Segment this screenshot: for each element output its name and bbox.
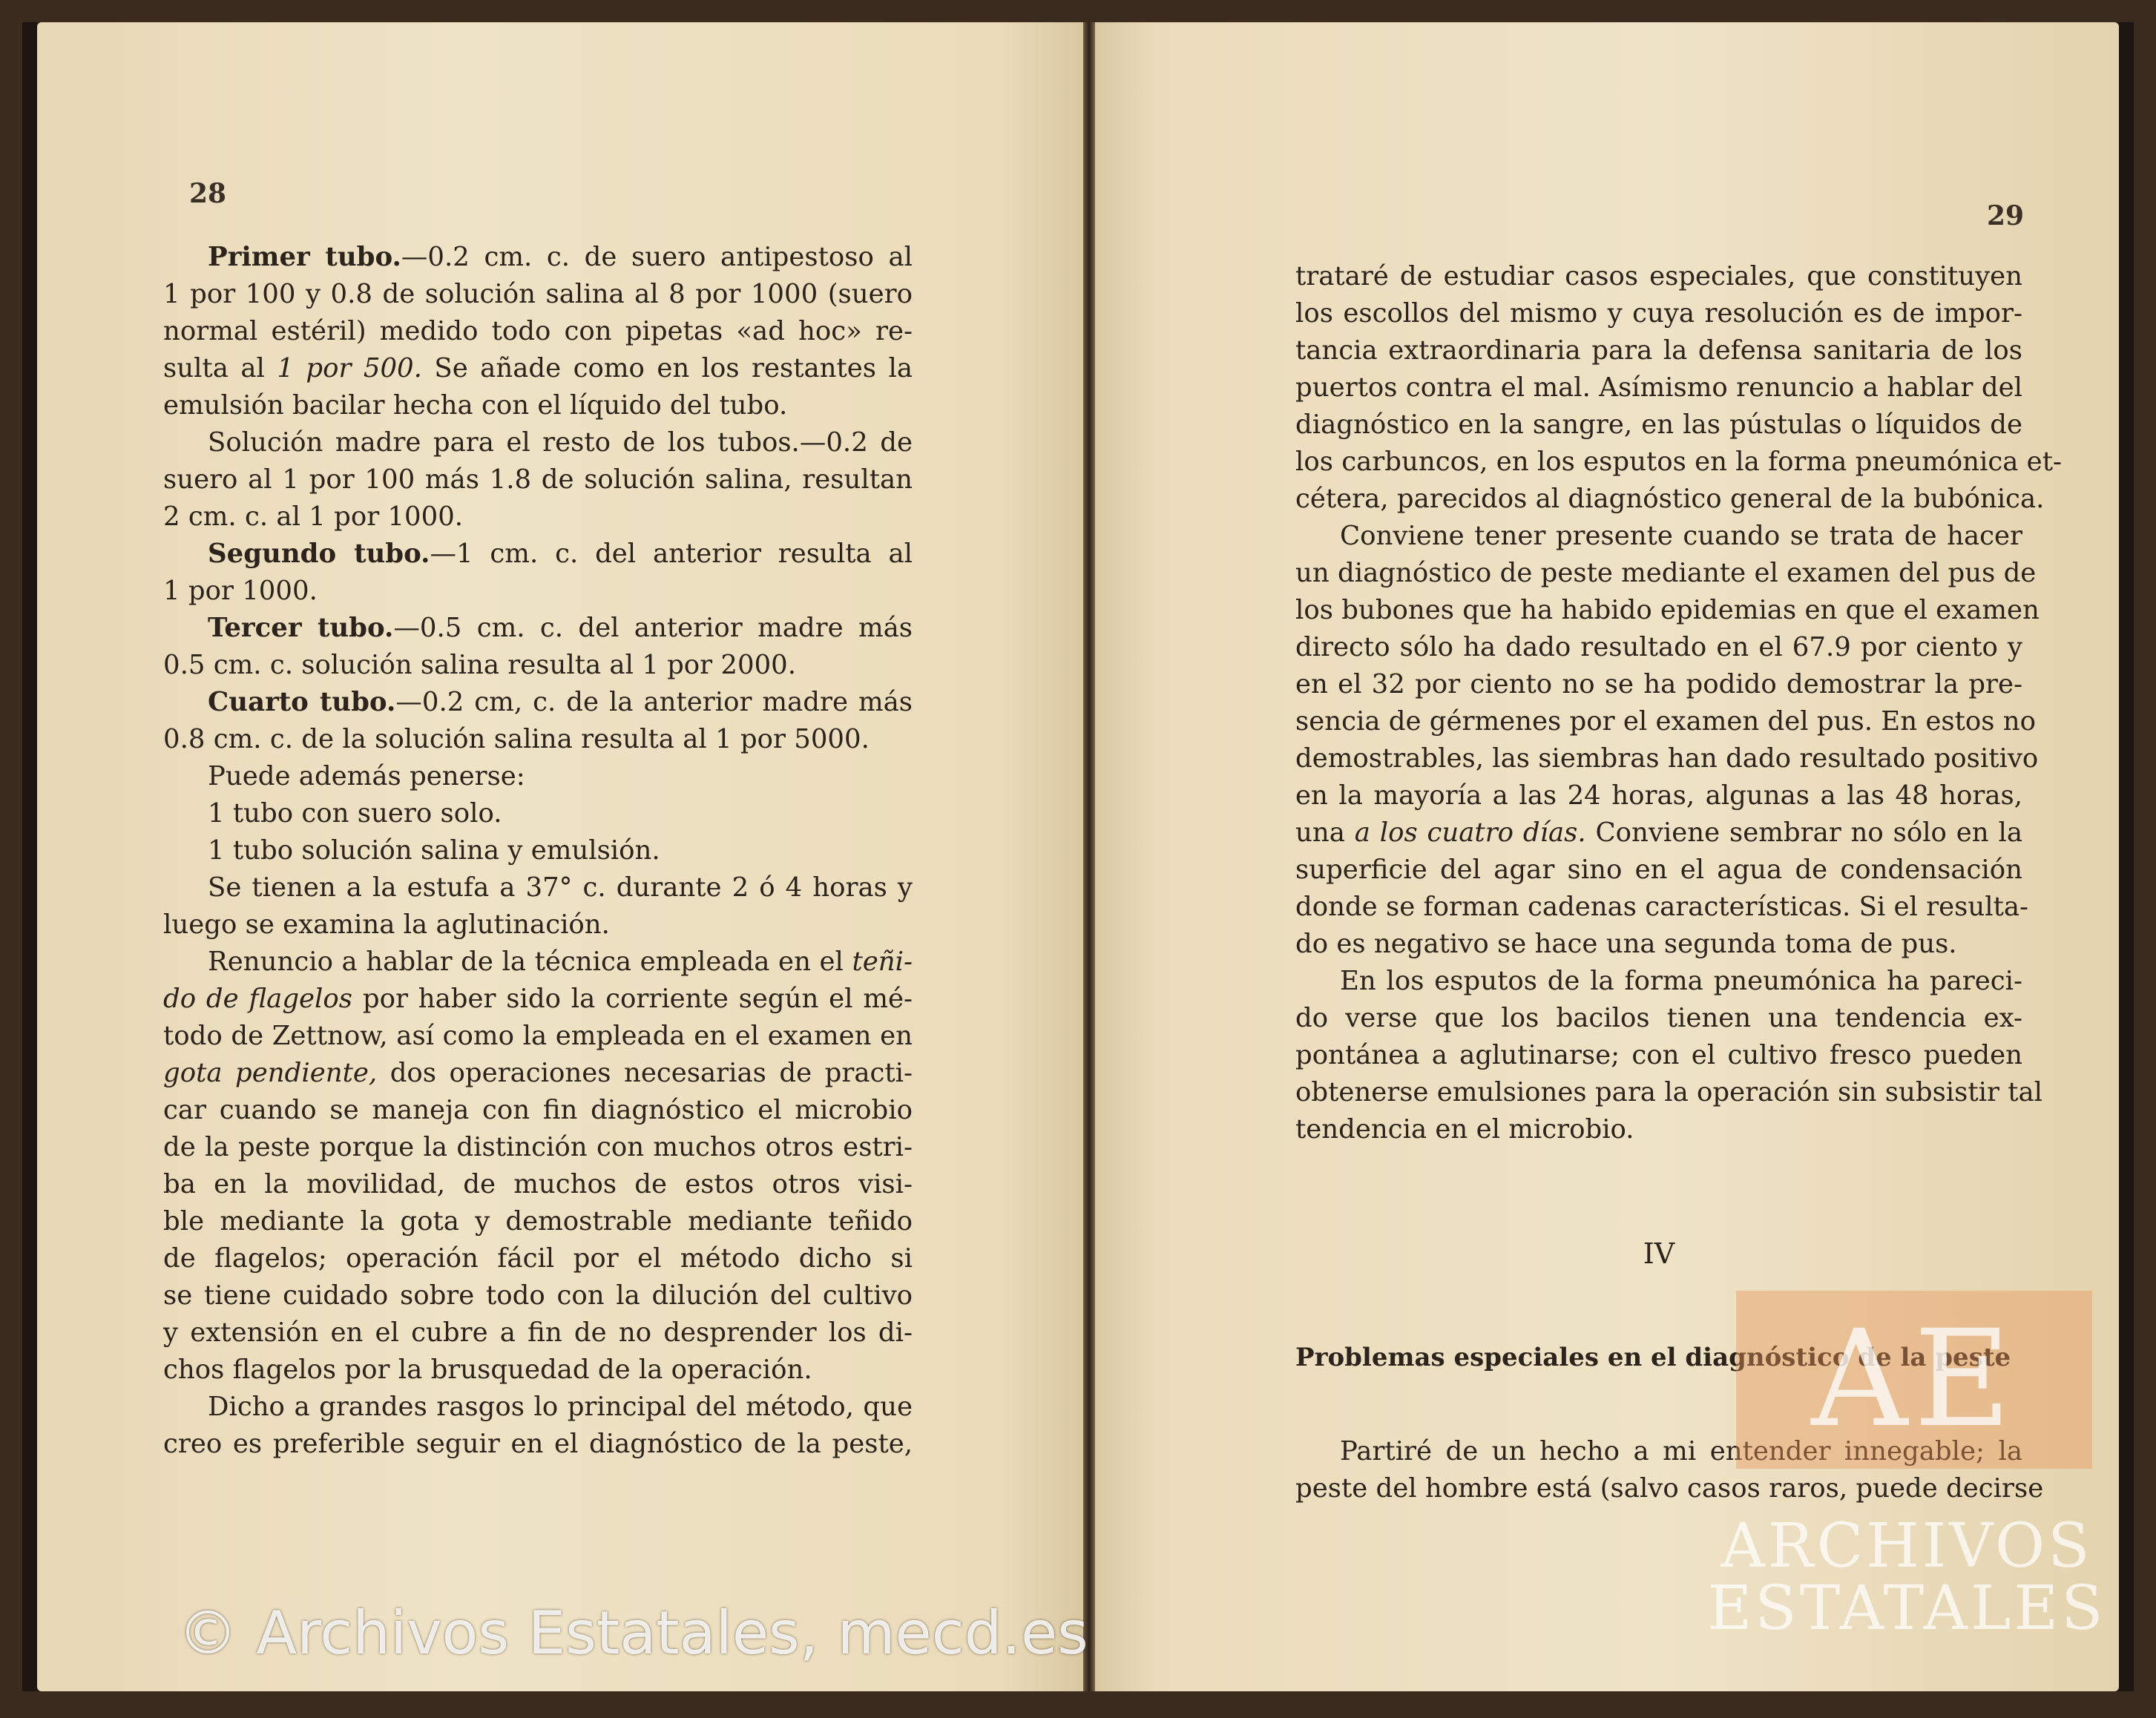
text-line [163,944,913,981]
text-run: —0.2 cm. c. de suero antipestoso al [401,242,913,272]
text-run: en la mayoría a las 24 horas, algunas a las 48 horas, [1295,780,2022,811]
chapter-numeral: IV [1643,1237,1675,1270]
bold-run: Primer tubo. [208,242,401,272]
text-line [163,1389,913,1426]
text-line [163,1203,913,1240]
text-line [163,239,913,276]
book-gutter [1083,22,1095,1691]
text-run: 1 tubo con suero solo. [208,798,502,829]
text-run: sencia de gérmenes por el examen del pus. En estos no [1295,706,2036,737]
text-run: do es negativo se hace una segunda toma de pus. [1295,929,1957,959]
text-line [163,1314,913,1352]
text-line [1295,777,2022,814]
text-line [1295,963,2022,1000]
text-run: Conviene tener presente cuando se trata de hacer [1340,521,2022,551]
text-line [1295,1000,2022,1037]
text-line [1295,666,2022,703]
text-line [163,721,913,758]
text-run: peste del hombre está (salvo casos raros, puede decirse [1295,1473,2044,1504]
text-line [1295,703,2036,740]
text-line [163,536,913,573]
text-line [1295,444,2062,481]
text-line [1295,407,2022,444]
text-run: diagnóstico en la sangre, en las pústulas o líquidos de [1295,409,2022,440]
text-run: luego se examina la aglutinación. [163,909,610,940]
bold-run: Tercer tubo. [208,613,394,643]
italic-run: a los cuatro días. [1354,817,1586,848]
text-line [163,498,913,536]
italic-run: teñi- [852,947,913,977]
text-run: los escollos del mismo y cuya resolución es de impor- [1295,298,2022,329]
text-run: 1 tubo solución salina y emulsión. [208,835,660,866]
text-line [163,906,913,944]
text-line [163,1240,913,1277]
text-run: 2 cm. c. al 1 por 1000. [163,501,464,532]
text-run: puertos contra el mal. Asímismo renuncio a hablar del [1295,372,2022,403]
text-line [1295,369,2022,407]
text-line [1295,332,2022,369]
text-line [163,832,913,869]
text-run: suero al 1 por 100 más 1.8 de solución salina, resultan [163,464,913,495]
text-run: 0.8 cm. c. de la solución salina resulta al 1 por 5000. [163,724,870,754]
text-line [1295,1074,2043,1111]
text-run: de la peste porque la distinción con muchos otros estri- [163,1132,913,1162]
text-run: pontánea a aglutinarse; con el cultivo fresco pueden [1295,1040,2022,1070]
text-run: —0.2 cm, c. de la anterior madre más [395,687,913,717]
text-line [163,795,913,832]
text-run: ble mediante la gota y demostrable mediante teñido [163,1206,913,1237]
text-line [163,981,913,1018]
text-line [163,313,913,350]
bold-run: Cuarto tubo. [208,687,396,717]
text-run: tendencia en el microbio. [1295,1114,1634,1145]
text-line [1295,258,2022,295]
left-page-text [163,239,913,1463]
text-line [163,1277,913,1314]
logo-name-line-1: ARCHIVOS [1720,1511,2093,1582]
text-line [1295,295,2022,332]
text-line [1295,555,2037,592]
left-page [37,22,1083,1691]
text-run: todo de Zettnow, así como la empleada en el examen en [163,1021,913,1051]
text-line [1295,740,2039,777]
text-run: tancia extraordinaria para la defensa sanitaria de los [1295,335,2022,366]
text-run: ba en la movilidad, de muchos de estos otros visi- [163,1169,913,1199]
italic-run: 1 por 500. [277,353,422,384]
text-run: y extensión en el cubre a fin de no desprender los di- [163,1317,913,1348]
text-run: de flagelos; operación fácil por el método dicho si [163,1243,913,1274]
text-line [163,869,913,906]
text-line [1295,629,2022,666]
text-run: sulta al [163,353,277,384]
archivos-estatales-logo [1699,1246,2114,1662]
text-run: chos flagelos por la brusquedad de la operación. [163,1355,812,1385]
text-run: Puede además penerse: [208,761,525,791]
text-line [1295,592,2040,629]
logo-name-line-2: ESTATALES [1707,1573,2106,1644]
text-run: superficie del agar sino en el agua de condensación [1295,855,2022,885]
text-line [163,1426,913,1463]
right-page-text [1295,258,2062,1148]
text-line [1295,852,2022,889]
text-run: 1 por 1000. [163,576,318,606]
text-run: Se añade como en los restantes la [421,353,913,384]
text-run: dos operaciones necesarias de practi- [377,1058,913,1088]
text-line [1295,1111,2022,1148]
text-run: los bubones que ha habido epidemias en que el examen [1295,595,2040,625]
text-run: Dicho a grandes rasgos lo principal del método, que [208,1392,913,1422]
chapter-heading: Problemas especiales en el diagnóstico de la peste [1295,1343,2011,1372]
text-line [163,1129,913,1166]
text-run: demostrables, las siembras han dado resultado positivo [1295,743,2039,774]
text-run: Conviene sembrar no sólo en la [1585,817,2022,848]
text-run: do verse que los bacilos tienen una tendencia ex- [1295,1003,2022,1033]
page-number-right: 29 [1987,200,2025,231]
text-run: en el 32 por ciento no se ha podido demostrar la pre- [1295,669,2022,700]
text-line [163,424,913,461]
text-run: normal estéril) medido todo con pipetas «ad hoc» re- [163,316,913,346]
text-line [163,573,913,610]
text-line [163,1018,913,1055]
text-run: los carbuncos, en los esputos en la forma pneumónica et- [1295,447,2062,477]
text-line [163,461,913,498]
text-run: por haber sido la corriente según el mé- [352,984,913,1014]
text-run: creo es preferible seguir en el diagnóstico de la peste, [163,1429,913,1459]
text-run: un diagnóstico de peste mediante el examen del pus de [1295,558,2037,588]
text-line [1295,889,2029,926]
text-run: —1 cm. c. del anterior resulta al [430,539,913,569]
text-run: Partiré de un hecho a mi entender innegable; la [1340,1436,2022,1467]
text-run: emulsión bacilar hecha con el líquido del tubo. [163,390,788,421]
logo-ae-block [1736,1291,2092,1469]
text-line [1295,926,2022,963]
text-line [163,276,913,313]
italic-run: gota pendiente, [163,1058,378,1088]
text-run: donde se forman cadenas características. Si el resulta- [1295,892,2029,922]
text-line [163,1055,913,1092]
text-line [163,647,913,684]
text-line [1295,518,2022,555]
copyright-watermark: © Archivos Estatales, mecd.es [178,1599,1088,1668]
text-line [163,610,913,647]
text-run: trataré de estudiar casos especiales, que constituyen [1295,261,2022,292]
text-run: obtenerse emulsiones para la operación sin subsistir tal [1295,1077,2043,1108]
text-run: directo sólo ha dado resultado en el 67.9 por ciento y [1295,632,2022,662]
text-run: 0.5 cm. c. solución salina resulta al 1 por 2000. [163,650,797,680]
page-number-left: 28 [189,178,227,209]
text-run: una [1295,817,1355,848]
text-line [163,350,913,387]
bold-run: Segundo tubo. [208,539,430,569]
text-line [1295,481,2045,518]
text-line [163,758,913,795]
text-line [163,387,913,424]
text-run: 1 por 100 y 0.8 de solución salina al 8 por 1000 (suero [163,279,913,309]
logo-ae-letters: AE [1811,1302,2017,1457]
text-run: se tiene cuidado sobre todo con la dilución del cultivo [163,1280,913,1311]
text-run: Renuncio a hablar de la técnica empleada en el [208,947,852,977]
text-run: cétera, parecidos al diagnóstico general de la bubónica. [1295,484,2045,514]
text-run: En los esputos de la forma pneumónica ha pareci- [1340,966,2022,996]
text-line [1295,814,2022,852]
text-run: Se tienen a la estufa a 37° c. durante 2 ó 4 horas y [208,872,913,903]
text-run: —0.5 cm. c. del anterior madre más [393,613,913,643]
text-line [1295,1037,2022,1074]
text-line [163,1092,913,1129]
text-run: Solución madre para el resto de los tubos.—0.2 de [208,427,913,458]
text-line [163,1352,913,1389]
text-line [163,684,913,721]
text-run: car cuando se maneja con fin diagnóstico el microbio [163,1095,913,1125]
text-line [163,1166,913,1203]
italic-run: do de flagelos [163,984,353,1014]
